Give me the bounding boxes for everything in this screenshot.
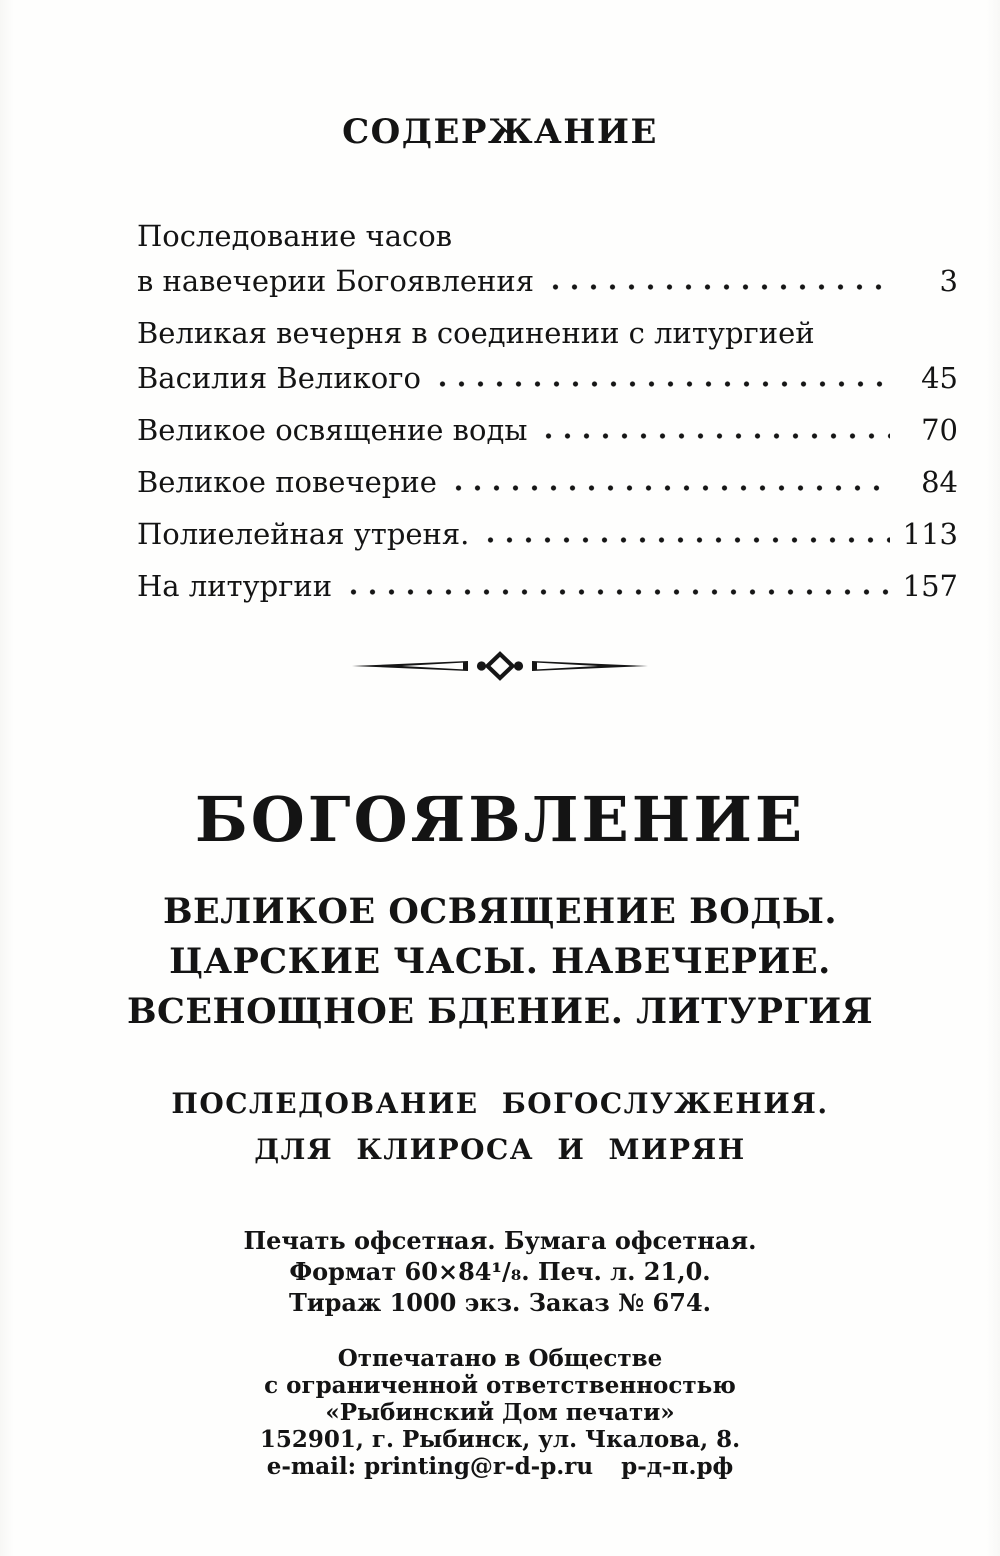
printer-line: с ограниченной ответственностью [264,1372,736,1399]
subtitle-line: ВЕЛИКОЕ ОСВЯЩЕНИЕ ВОДЫ. [162,891,838,932]
toc-page-number: 84 [921,465,958,499]
toc-page-number: 113 [902,517,958,551]
dot-leader [433,379,890,388]
divider-ornament-icon [0,651,1000,685]
toc-entry-text: в навечерии Богоявления [137,264,535,298]
printer-block [0,1345,1000,1480]
printer-email: e-mail: printing@r-d-p.ru [266,1453,594,1480]
toc-entry-text: Великое освящение воды [137,413,528,447]
printer-line: 152901, г. Рыбинск, ул. Чкалова, 8. [259,1426,741,1453]
subtitle-line: ВСЕНОЩНОЕ БДЕНИЕ. ЛИТУРГИЯ [126,991,874,1032]
sequence-line: ПОСЛЕДОВАНИЕ БОГОСЛУЖЕНИЯ. [171,1087,829,1120]
toc-entry [137,512,958,557]
toc-entry [137,214,958,304]
book-main-title: БОГОЯВЛЕНИЕ [194,783,806,856]
dot-leader [539,431,890,440]
table-of-contents [137,214,958,609]
printer-contact-line [0,1453,1000,1480]
printer-site: р-д-п.рф [621,1453,734,1480]
subtitle-line: ЦАРСКИЕ ЧАСЫ. НАВЕЧЕРИЕ. [169,941,831,982]
imprint-line: Формат 60×84¹/₈. Печ. л. 21,0. [289,1257,711,1286]
toc-entry-text: Василия Великого [137,361,421,395]
imprint-line: Печать офсетная. Бумага офсетная. [243,1226,757,1255]
toc-entry [137,564,958,609]
toc-entry-text: Великое повечерие [137,465,437,499]
book-subtitle [0,887,1000,1037]
toc-page-number: 70 [921,413,958,447]
toc-entry-text: Великая вечерня в соединении с литургией [137,316,815,350]
dot-leader [449,483,890,492]
printer-line: Отпечатано в Обществе [337,1345,663,1372]
toc-page-number: 157 [902,569,958,603]
toc-page-number: 45 [921,361,958,395]
toc-page-number: 3 [939,264,958,298]
toc-entry [137,311,958,401]
toc-title: СОДЕРЖАНИЕ [342,112,658,152]
dot-leader [481,535,890,544]
sequence-heading [0,1081,1000,1173]
imprint-line: Тираж 1000 экз. Заказ № 674. [288,1288,711,1317]
printer-line: «Рыбинский Дом печати» [325,1399,675,1426]
sequence-line: ДЛЯ КЛИРОСА И МИРЯН [254,1133,746,1166]
dot-leader [344,587,890,596]
toc-entry [137,408,958,453]
toc-entry [137,460,958,505]
toc-entry-text: Полиелейная утреня. [137,517,470,551]
dot-leader [546,282,890,291]
toc-entry-text: На литургии [137,569,333,603]
imprint-block [0,1225,1000,1318]
toc-entry-text: Последование часов [137,219,453,253]
